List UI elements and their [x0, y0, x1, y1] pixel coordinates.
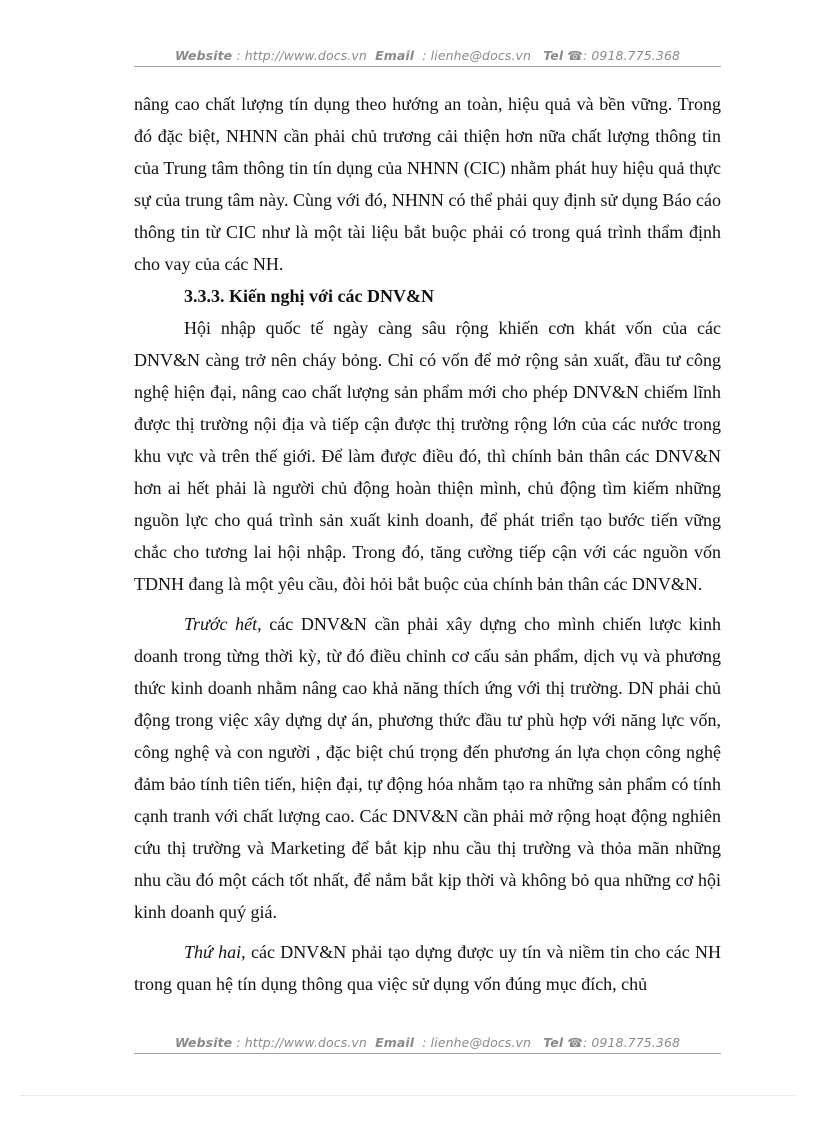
phone-icon: ☎: [567, 48, 583, 63]
page-boundary: [20, 1095, 796, 1096]
header-email-value[interactable]: : lienhe@docs.vn: [422, 48, 532, 63]
page-footer: [134, 1035, 721, 1050]
footer-tel-label: Tel: [543, 1035, 564, 1050]
header-tel-value: : 0918.775.368: [582, 48, 681, 63]
footer-divider: [134, 1053, 721, 1054]
header-website-url[interactable]: : http://www.docs.vn: [236, 48, 367, 63]
footer-website-url[interactable]: : http://www.docs.vn: [236, 1035, 367, 1050]
header-email-label: Email: [375, 48, 415, 63]
paragraph-3: [134, 608, 721, 928]
paragraph-4-text: các DNV&N phải tạo dựng được uy tín và niềm tin cho các NH trong quan hệ tín dụng thông qua việc sử dụng vốn đúng mục đích, chủ: [134, 942, 721, 994]
section-heading: 3.3.3. Kiến nghị với các DNV&N: [184, 286, 434, 306]
footer-email-value[interactable]: : lienhe@docs.vn: [422, 1035, 532, 1050]
header-divider: [134, 66, 721, 67]
paragraph-2: Hội nhập quốc tế ngày càng sâu rộng khiến cơn khát vốn của các DNV&N càng trở nên cháy bỏng. Chỉ có vốn để mở rộng sản xuất, đầu tư công nghệ hiện đại, nâng cao chất lượng sản phẩm mới cho phép DNV&N chiếm lĩnh được thị trường nội địa và tiếp cận được thị trường rộng lớn của các nước trong khu vực và trên thế giới. Để làm được điều đó, thì chính bản thân các DNV&N hơn ai hết phải là người chủ động hoàn thiện mình, chủ động tìm kiếm những nguồn lực cho quá trình sản xuất kinh doanh, để phát triển tạo bước tiến vững chắc cho tương lai hội nhập. Trong đó, tăng cường tiếp cận với các nguồn vốn TDNH đang là một yêu cầu, đòi hỏi bắt buộc của chính bản thân các DNV&N.: [134, 318, 721, 594]
paragraph-3-text: các DNV&N cần phải xây dựng cho mình chiến lược kinh doanh trong từng thời kỳ, từ đó điều chỉnh cơ cấu sản phẩm, dịch vụ và phương thức kinh doanh nhằm nâng cao khả năng thích ứng với thị trường. DN phải chủ động trong việc xây dựng dự án, phương thức đầu tư phù hợp với năng lực vốn, công nghệ và con người , đặc biệt chú trọng đến phương án lựa chọn công nghệ đảm bảo tính tiên tiến, hiện đại, tự động hóa nhằm tạo ra những sản phẩm có tính cạnh tranh với chất lượng cao. Các DNV&N cần phải mở rộng hoạt động nghiên cứu thị trường và Marketing để bắt kịp nhu cầu thị trường và thỏa mãn những nhu cầu đó một cách tốt nhất, để nắm bắt kịp thời và không bỏ qua những cơ hội kinh doanh quý giá.: [134, 614, 721, 922]
page-header: [134, 48, 721, 63]
header-website-label: Website: [174, 48, 233, 63]
footer-tel-value: : 0918.775.368: [582, 1035, 681, 1050]
paragraph-3-lead: Trước hết,: [184, 614, 262, 634]
paragraph-4-lead: Thứ hai,: [184, 942, 246, 962]
paragraph-4: [134, 936, 721, 1000]
header-tel-label: Tel: [543, 48, 564, 63]
footer-email-label: Email: [375, 1035, 415, 1050]
paragraph-1: nâng cao chất lượng tín dụng theo hướng an toàn, hiệu quả và bền vững. Trong đó đặc biệt, NHNN cần phải chủ trương cải thiện hơn nữa chất lượng thông tin của Trung tâm thông tin tín dụng của NHNN (CIC) nhằm phát huy hiệu quả thực sự của trung tâm này. Cùng với đó, NHNN có thể phải quy định sử dụng Báo cáo thông tin từ CIC như là một tài liệu bắt buộc phải có trong quá trình thẩm định cho vay của các NH.: [134, 94, 721, 274]
phone-icon: ☎: [567, 1035, 583, 1050]
footer-website-label: Website: [174, 1035, 233, 1050]
document-body: [134, 88, 721, 1000]
